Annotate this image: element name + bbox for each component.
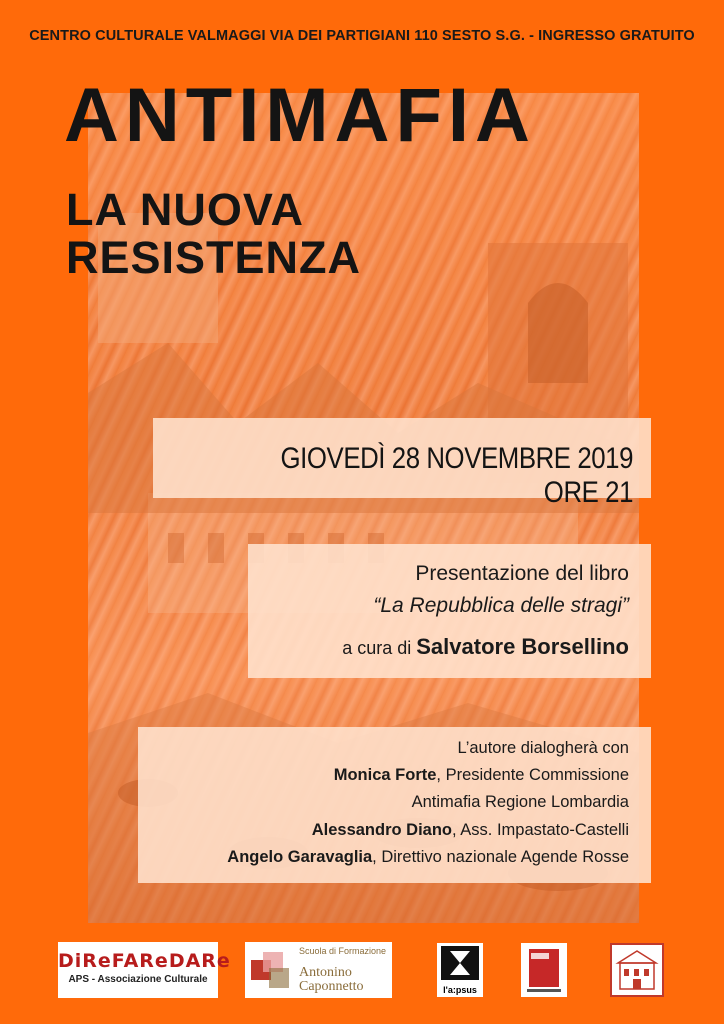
speaker-1-role-cont: Antimafia Regione Lombardia <box>411 793 629 811</box>
speaker-3-role: , Direttivo nazionale Agende Rosse <box>372 848 629 866</box>
book-curator-line <box>342 634 629 660</box>
speaker-1 <box>334 766 629 785</box>
scuola-name-1: Antonino <box>299 965 352 980</box>
building-icon <box>612 945 662 995</box>
logo-building <box>610 943 664 997</box>
speaker-2-role: , Ass. Impastato-Castelli <box>452 821 629 839</box>
subtitle <box>66 186 361 282</box>
logo-scuola-caponnetto <box>245 942 392 998</box>
sponsor-logos <box>0 940 724 1000</box>
title-antimafia: ANTIMAFIA <box>64 73 536 158</box>
scuola-name-2: Caponnetto <box>299 979 364 994</box>
lapsus-label: l'a:psus <box>443 985 477 995</box>
event-date: GIOVEDÌ 28 NOVEMBRE 2019 ORE 21 <box>280 442 633 509</box>
subtitle-line-2: RESISTENZA <box>66 232 362 283</box>
date-panel <box>153 418 651 509</box>
curator-prefix: a cura di <box>342 638 412 658</box>
speakers-intro: L’autore dialogherà con <box>457 739 629 757</box>
direfaredare-subtitle: APS - Associazione Culturale <box>68 974 208 985</box>
speaker-2 <box>312 821 629 840</box>
logo-lapsus <box>437 943 483 997</box>
logo-direfaredare <box>58 942 231 998</box>
speaker-1-role: , Presidente Commissione <box>436 766 629 784</box>
curator-name: Salvatore Borsellino <box>416 634 629 659</box>
red-book-icon <box>521 943 567 997</box>
squares-mark-icon <box>251 950 291 990</box>
hourglass-icon <box>437 943 483 983</box>
speaker-1-name: Monica Forte <box>333 766 437 784</box>
book-intro: Presentazione del libro <box>415 562 629 585</box>
scuola-label: Scuola di Formazione <box>299 946 387 956</box>
book-title: “La Repubblica delle stragi” <box>373 594 629 617</box>
speaker-2-name: Alessandro Diano <box>311 821 453 839</box>
direfaredare-wordmark: DiReFAReDARe <box>58 950 231 972</box>
speaker-3 <box>227 848 629 867</box>
speaker-3-name: Angelo Garavaglia <box>227 848 373 866</box>
speakers-panel <box>138 727 651 883</box>
logo-book <box>521 943 567 997</box>
scuola-name <box>299 966 364 994</box>
event-venue-header: CENTRO CULTURALE VALMAGGI VIA DEI PARTIGIANI 110 SESTO S.G. - INGRESSO GRATUITO <box>29 28 695 44</box>
subtitle-line-1: LA NUOVA <box>66 184 304 235</box>
book-panel <box>248 544 651 678</box>
